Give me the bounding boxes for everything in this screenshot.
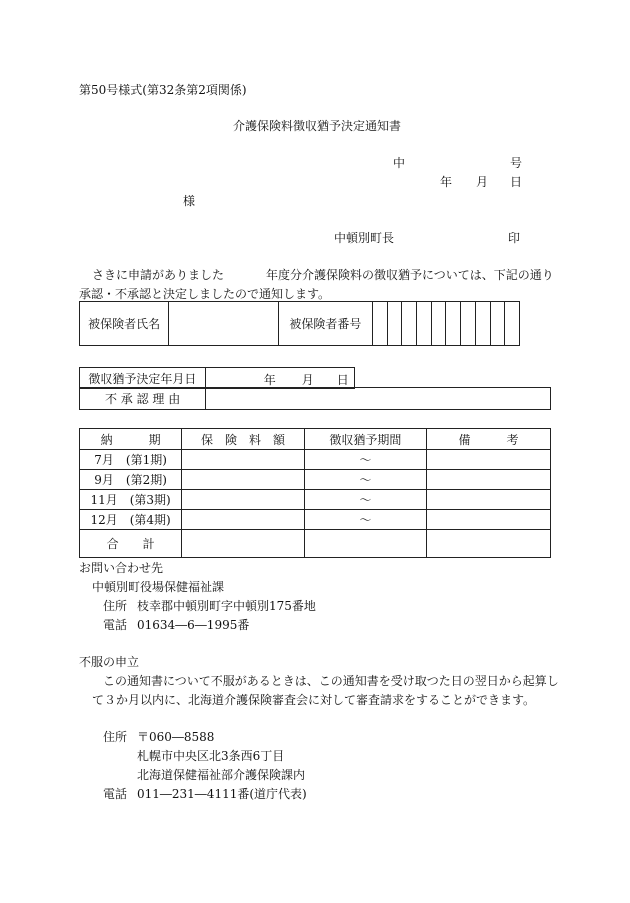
insured-name-label: 被保険者氏名: [80, 302, 169, 346]
date-year: 年: [440, 175, 453, 189]
body-line2: 承認・不承認と決定しましたので通知します。: [79, 287, 331, 301]
total-row: [80, 530, 551, 558]
insured-number-digit[interactable]: [402, 302, 417, 346]
table-row: [80, 510, 551, 530]
reason-table: [79, 387, 551, 410]
number-prefix: 中: [393, 156, 406, 170]
table-row: [80, 450, 551, 470]
decision-date-field[interactable]: [205, 368, 354, 389]
date-day: 日: [510, 175, 523, 189]
header-amount: 保 険 料 額: [182, 429, 305, 450]
decision-date-day: 日: [336, 373, 349, 387]
decision-date-table: [79, 367, 355, 389]
contact-office: 中頓別町役場保健福祉課: [92, 580, 225, 594]
insured-number-digit[interactable]: [373, 302, 388, 346]
contact-heading: お問い合わせ先: [79, 561, 164, 575]
reason-field[interactable]: [206, 388, 551, 410]
number-suffix: 号: [510, 156, 523, 170]
amount-cell[interactable]: [182, 510, 305, 530]
note-cell[interactable]: [427, 470, 551, 490]
total-empty-cell: [304, 530, 426, 558]
body-line1-a: さきに申請がありました: [92, 268, 225, 282]
amount-cell[interactable]: [182, 490, 305, 510]
body-line1-b: 年度分介護保険料の徴収猶予については、下記の通り: [266, 268, 554, 282]
issuer-name: 中頓別町長: [334, 231, 395, 245]
insured-table: [79, 301, 520, 346]
insured-number-digit[interactable]: [490, 302, 505, 346]
appeal-phone: 011―231―4111番(道庁代表): [137, 787, 307, 801]
contact-phone: 01634―6―1995番: [137, 618, 250, 632]
contact-address-label: 住所: [103, 599, 128, 613]
date-month: 月: [476, 175, 489, 189]
insured-number-digit[interactable]: [431, 302, 446, 346]
contact-address: 枝幸郡中頓別町字中頓別175番地: [137, 599, 316, 613]
range-cell[interactable]: ～: [304, 470, 426, 490]
seal-mark: 印: [508, 231, 521, 245]
table-row: [80, 490, 551, 510]
appeal-address-line2: 北海道保健福祉部介護保険課内: [137, 768, 306, 782]
insured-number-digit[interactable]: [417, 302, 432, 346]
appeal-text-line1: この通知書について不服があるときは、この通知書を受け取つた日の翌日から起算し: [103, 674, 559, 688]
decision-date-year: 年: [263, 373, 276, 387]
insured-name-field[interactable]: [169, 302, 279, 346]
appeal-address-line1: 札幌市中央区北3条西6丁目: [137, 749, 285, 763]
contact-phone-label: 電話: [103, 618, 128, 632]
table-row: [80, 470, 551, 490]
period-cell: 9月 (第2期): [80, 470, 182, 490]
insured-number-digit[interactable]: [461, 302, 476, 346]
period-cell: 7月 (第1期): [80, 450, 182, 470]
insured-number-digit[interactable]: [387, 302, 402, 346]
decision-date-month: 月: [301, 373, 314, 387]
amount-cell[interactable]: [182, 470, 305, 490]
payment-table: [79, 428, 551, 558]
note-cell[interactable]: [427, 510, 551, 530]
header-notes: 備 考: [427, 429, 551, 450]
form-number: 第50号様式(第32条第2項関係): [79, 83, 247, 97]
appeal-phone-label: 電話: [103, 787, 128, 801]
appeal-text-line2: て３か月以内に、北海道介護保険審査会に対して審査請求をすることができます。: [92, 693, 536, 707]
document-title: 介護保険料徴収猶予決定通知書: [233, 119, 402, 133]
range-cell[interactable]: ～: [304, 510, 426, 530]
header-deferral-period: 徴収猶予期間: [304, 429, 426, 450]
total-empty-cell: [427, 530, 551, 558]
period-cell: 12月 (第4期): [80, 510, 182, 530]
total-label: 合 計: [80, 530, 182, 558]
recipient-honorific: 様: [183, 194, 196, 208]
insured-number-digit[interactable]: [505, 302, 520, 346]
amount-cell[interactable]: [182, 450, 305, 470]
appeal-address-label: 住所: [103, 730, 128, 744]
decision-date-label: 徴収猶予決定年月日: [80, 368, 206, 389]
appeal-heading: 不服の申立: [79, 655, 140, 669]
range-cell[interactable]: ～: [304, 450, 426, 470]
period-cell: 11月 (第3期): [80, 490, 182, 510]
range-cell[interactable]: ～: [304, 490, 426, 510]
reason-label: 不 承 認 理 由: [80, 388, 206, 410]
note-cell[interactable]: [427, 450, 551, 470]
total-amount-cell[interactable]: [182, 530, 305, 558]
insured-number-label: 被保険者番号: [278, 302, 372, 346]
header-period: 納 期: [80, 429, 182, 450]
insured-number-digit[interactable]: [475, 302, 490, 346]
note-cell[interactable]: [427, 490, 551, 510]
appeal-postal-code: 〒060―8588: [137, 730, 215, 744]
insured-number-digit[interactable]: [446, 302, 461, 346]
